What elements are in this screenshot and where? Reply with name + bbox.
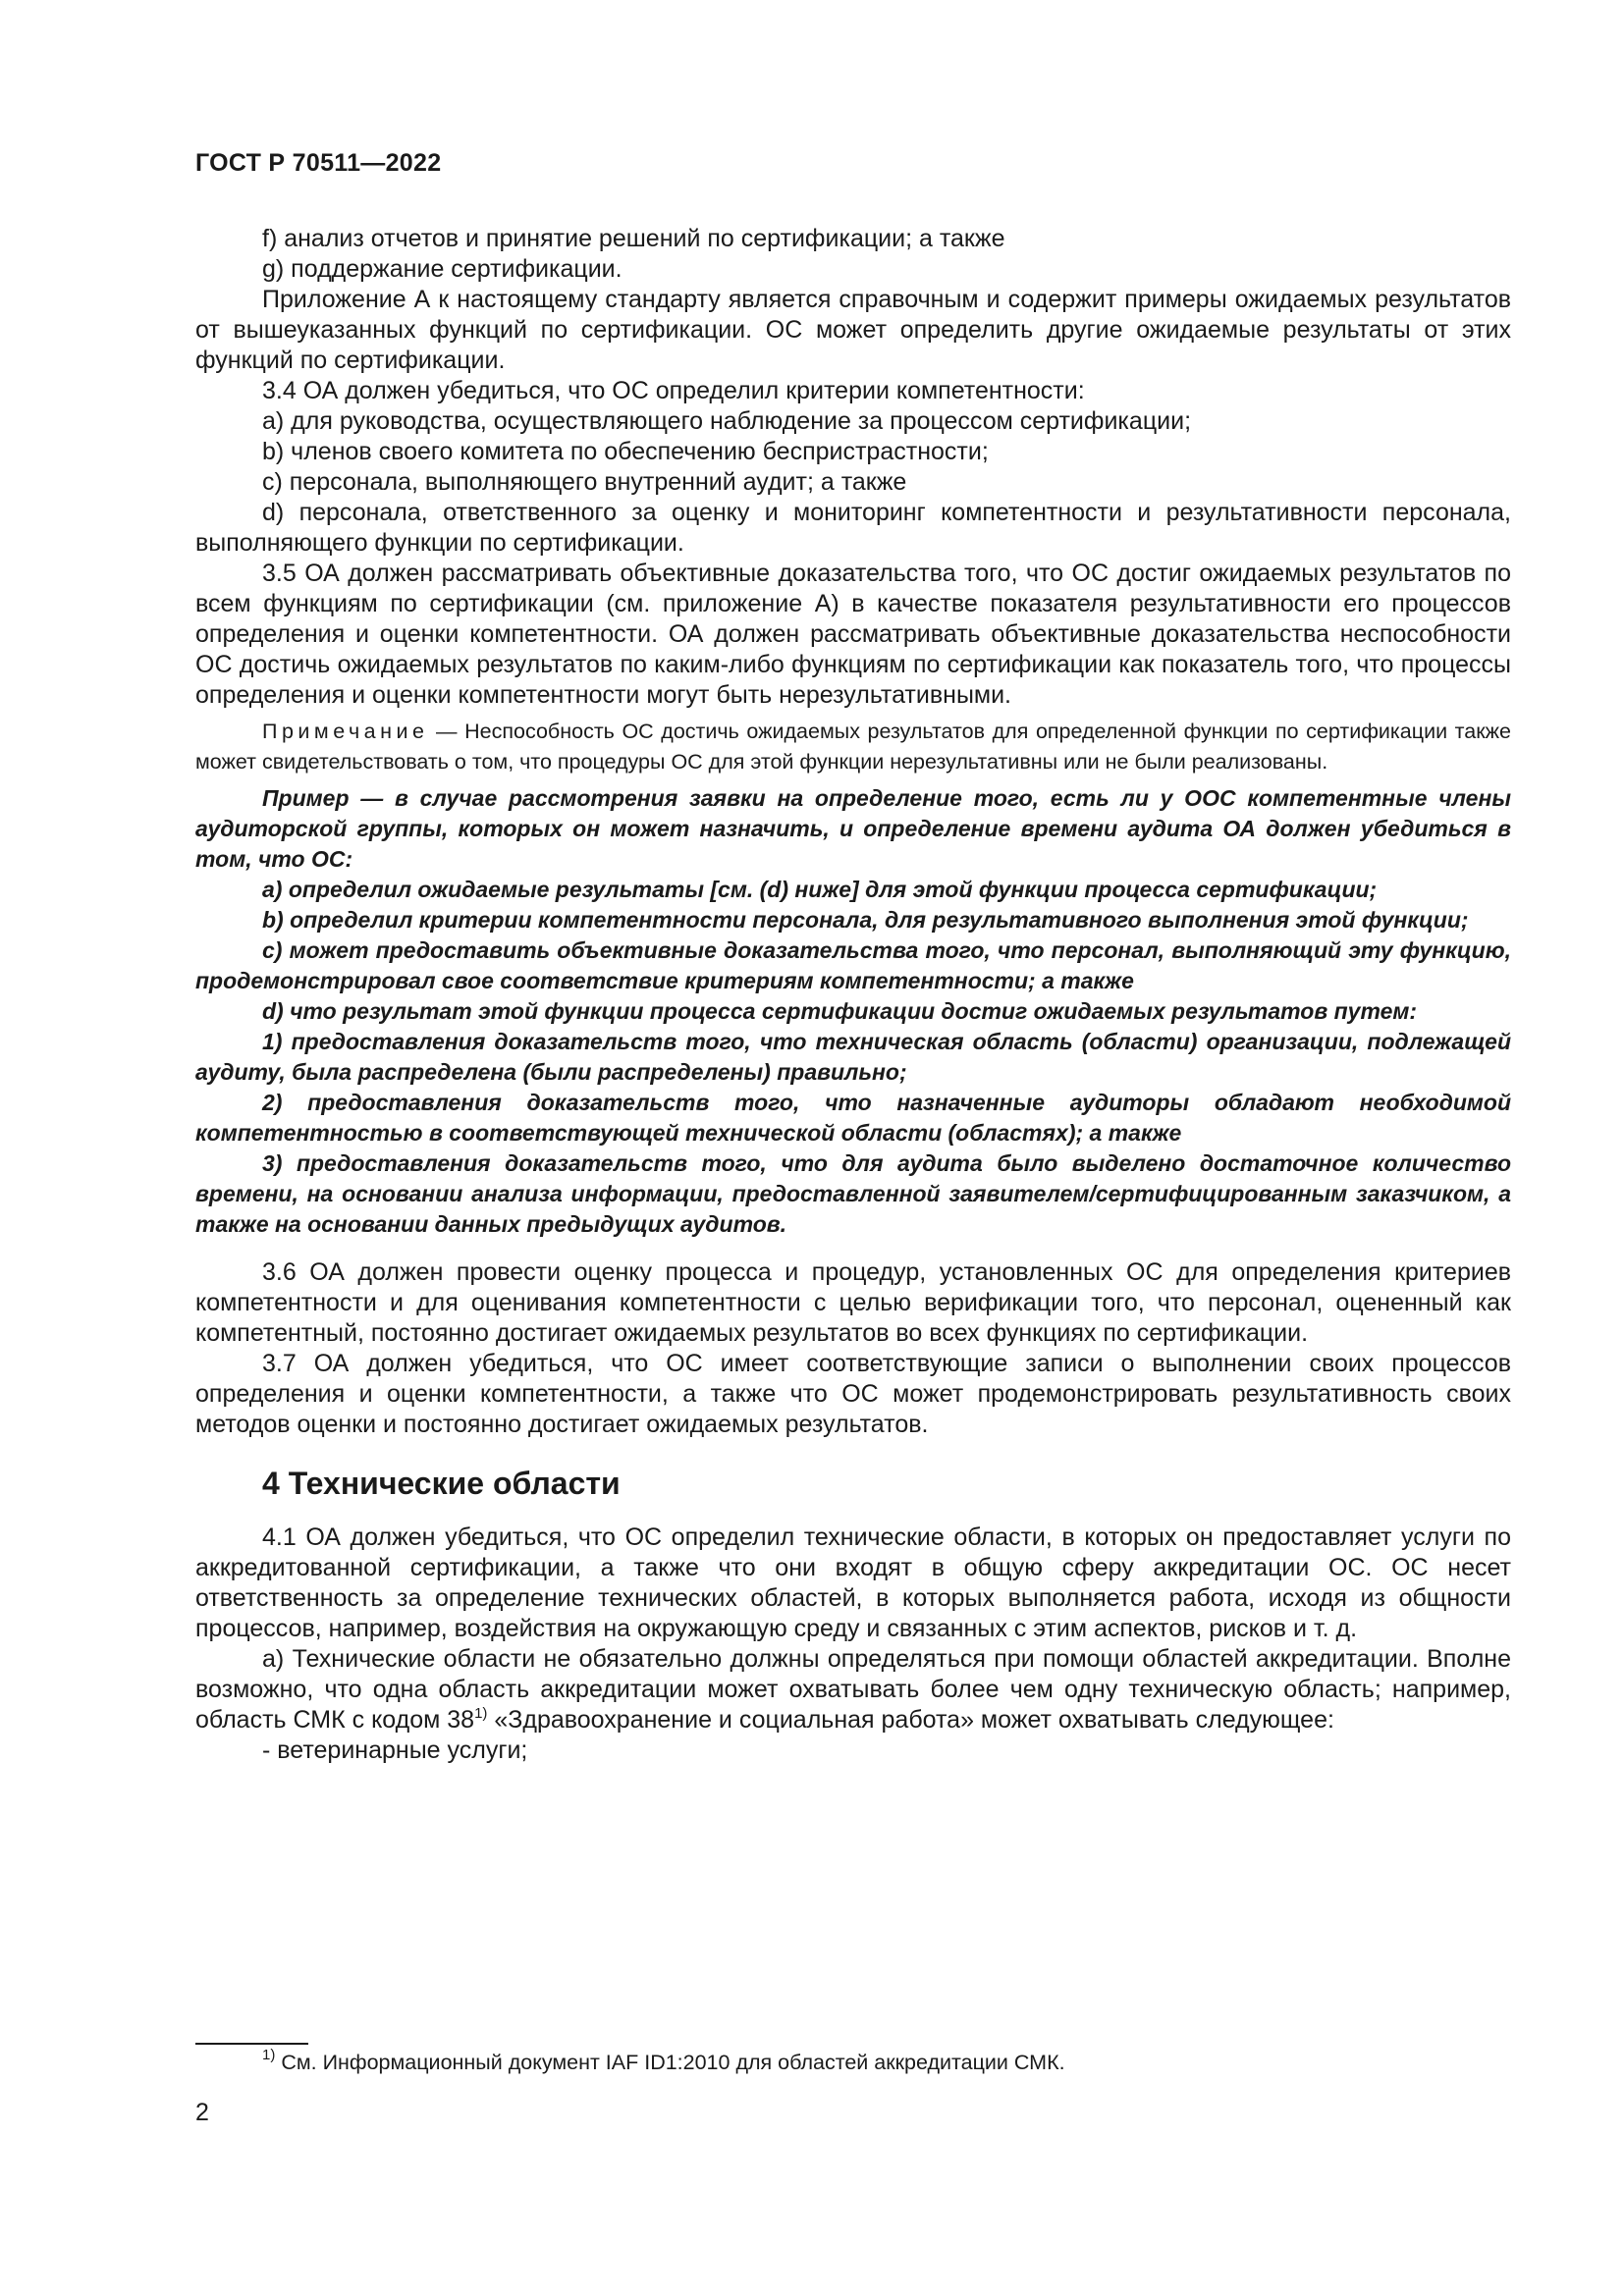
note [195, 717, 1511, 777]
paragraph: d) персонала, ответственного за оценку и мониторинг компетентности и результативности персонала, выполняющего функции по сертификации. [195, 499, 1511, 557]
paragraph-text: «Здравоохранение и социальная работа» может охватывать следующее: [487, 1706, 1334, 1734]
paragraph: 3.6 ОА должен провести оценку процесса и процедур, установленных ОС для определения критериев компетентности и для оценивания компетентности с целью верификации того, что персонал, оцененный как компетентный, постоянно достигает ожидаемых результатов во всех функциях по сертификации. [195, 1258, 1511, 1347]
paragraph: a) для руководства, осуществляющего наблюдение за процессом сертификации; [262, 407, 1192, 435]
example-line: 1) предоставления доказательств того, что техническая область (области) организации, подлежащей аудиту, была распределена (были распределены) правильно; [195, 1029, 1511, 1085]
example-line: Пример — в случае рассмотрения заявки на определение того, есть ли у ООС компетентные члены аудиторской группы, которых он может назначить, и определение времени аудита ОА должен убедиться в том, что ОС: [195, 785, 1511, 872]
footnote-divider [195, 2043, 308, 2045]
paragraph [195, 1644, 1511, 1735]
footnote [262, 2048, 1065, 2077]
note-label: Примечание [262, 720, 429, 743]
footnote-text: См. Информационный документ IAF ID1:2010 для областей аккредитации СМК. [275, 2051, 1065, 2074]
paragraph: g) поддержание сертификации. [262, 255, 623, 283]
example-block [195, 783, 1511, 1240]
example-line: a) определил ожидаемые результаты [см. (d) ниже] для этой функции процесса сертификации; [262, 877, 1378, 902]
document-header: ГОСТ Р 70511—2022 [195, 149, 442, 177]
example-line: d) что результат этой функции процесса сертификации достиг ожидаемых результатов путем: [262, 998, 1418, 1024]
example-line: 3) предоставления доказательств того, что для аудита было выделено достаточное количество времени, на основании анализа информации, предоставленной заявителем/сертифицированным заказчиком, а также на основании данных предыдущих аудитов. [195, 1150, 1511, 1237]
list-item: - ветеринарные услуги; [262, 1736, 528, 1764]
footnote-reference[interactable]: 1) [474, 1705, 488, 1722]
footnote-marker: 1) [262, 2047, 276, 2063]
paragraph: 4.1 ОА должен убедиться, что ОС определил технические области, в которых он предоставляет услуги по аккредитованной сертификации, а также что они входят в общую сферу аккредитации ОС. ОС несет ответственность за определение технических областей, в которых выполняется работа, исходя из общности процессов, например, воздействия на окружающую среду и связанных с этим аспектов, рисков и т. д. [195, 1523, 1511, 1642]
page-number: 2 [195, 2099, 209, 2126]
paragraph: f) анализ отчетов и принятие решений по сертификации; а также [262, 225, 1005, 252]
page-content [195, 224, 1511, 1766]
example-line: b) определил критерии компетентности персонала, для результативного выполнения этой функции; [262, 907, 1469, 933]
section-heading: 4 Технические области [262, 1466, 621, 1501]
paragraph: 3.5 ОА должен рассматривать объективные доказательства того, что ОС достиг ожидаемых результатов по всем функциям по сертификации (см. приложение А) в качестве показателя результативности его процессов определения и оценки компетентности. ОА должен рассматривать объективные доказательства неспособности ОС достичь ожидаемых результатов по каким-либо функциям по сертификации как показатель того, что процессы определения и оценки компетентности могут быть нерезультативными. [195, 560, 1511, 709]
paragraph: 3.7 ОА должен убедиться, что ОС имеет соответствующие записи о выполнении своих процессов определения и оценки компетентности, а также что ОС может продемонстрировать результативность своих методов оценки и постоянно достигает ожидаемых результатов. [195, 1350, 1511, 1438]
paragraph-text: а) Технические области не обязательно должны определяться при помощи областей аккредитации. Вполне возможно, что одна область аккредитации может охватывать более чем одну техническую область; например, область СМК с кодом 38 [195, 1645, 1511, 1734]
example-line: c) может предоставить объективные доказательства того, что персонал, выполняющий эту функцию, продемонстрировал свое соответствие критериям компетентности; а также [195, 937, 1511, 993]
paragraph: b) членов своего комитета по обеспечению беспристрастности; [262, 438, 989, 465]
spacer [195, 1240, 1511, 1257]
note-text: — Неспособность ОС достичь ожидаемых результатов для определенной функции по сертификации также может свидетельствовать о том, что процедуры ОС для этой функции нерезультативны или не были реализованы. [195, 720, 1511, 774]
paragraph: 3.4 ОА должен убедиться, что ОС определил критерии компетентности: [262, 377, 1085, 404]
paragraph: Приложение А к настоящему стандарту является справочным и содержит примеры ожидаемых результатов от вышеуказанных функций по сертификации. ОС может определить другие ожидаемые результаты от этих функций по сертификации. [195, 286, 1511, 374]
example-line: 2) предоставления доказательств того, что назначенные аудиторы обладают необходимой компетентностью в соответствующей технической области (областях); а также [195, 1090, 1511, 1146]
paragraph: c) персонала, выполняющего внутренний аудит; а также [262, 468, 907, 496]
